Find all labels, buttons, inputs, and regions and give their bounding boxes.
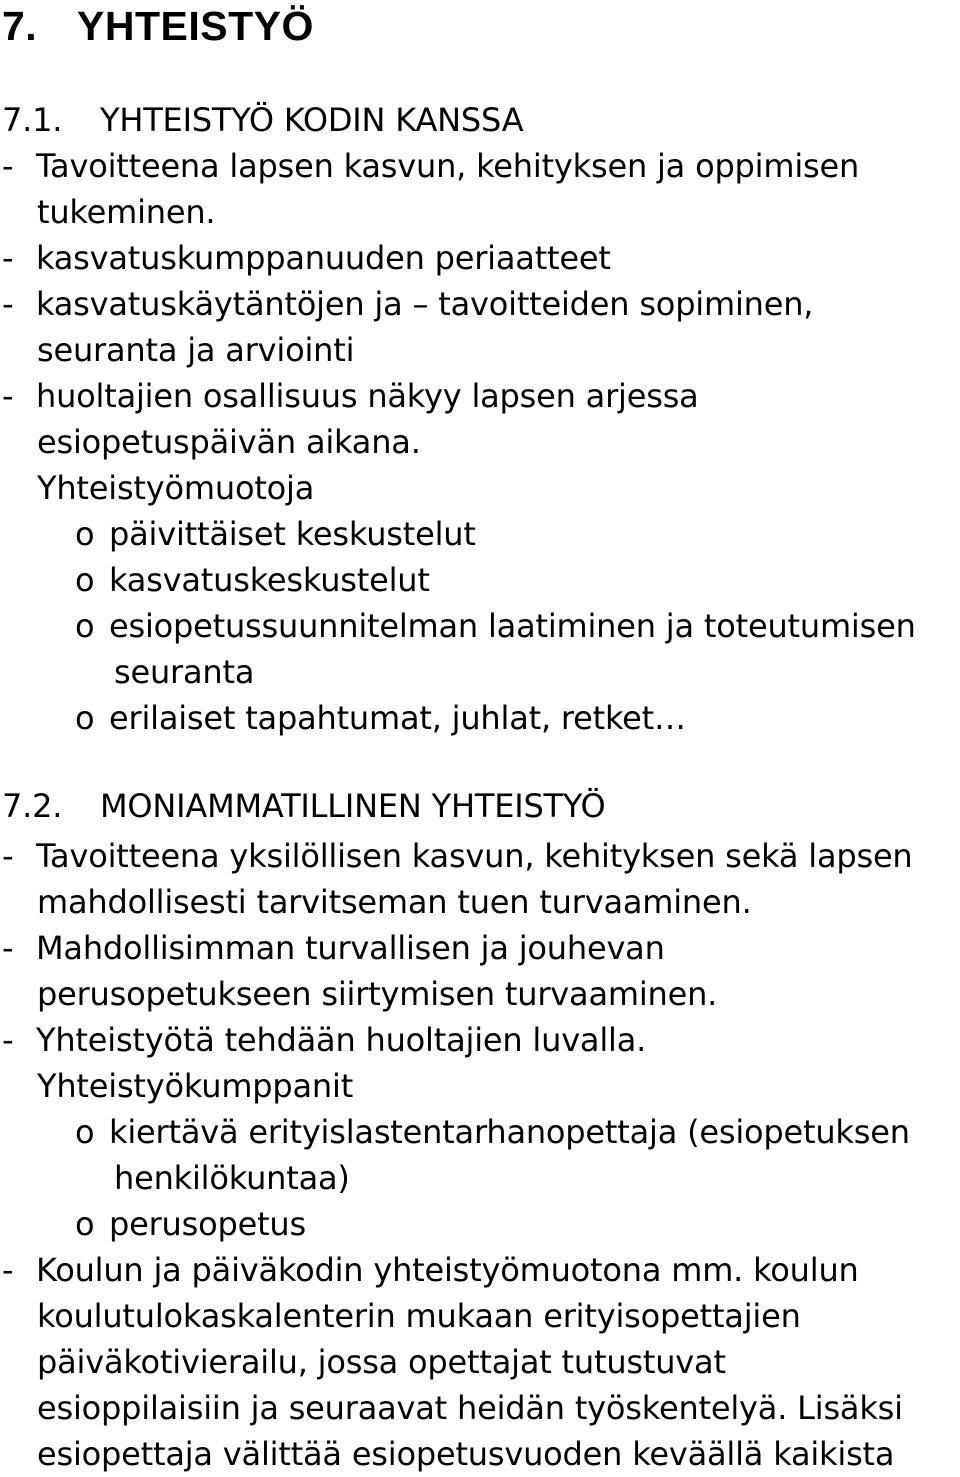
chapter-heading [2,0,314,52]
goal-line: Tavoitteena yksilöllisen kasvun, kehityksen sekä lapsen [36,837,913,875]
dash-marker: - [2,147,14,185]
bullet-text: esiopetussuunnitelman laatiminen ja toteutumisen [109,607,916,645]
bullet-continuation: henkilökuntaa) [114,1159,350,1197]
list-item-continuation: päiväkotivierailu, jossa opettajat tutustuvat [37,1343,726,1381]
list-item-continuation: seuranta ja arviointi [37,331,355,369]
list-item-continuation: esiopetuspäivän aikana. [37,423,421,461]
item-text: huoltajien osallisuus näkyy lapsen arjessa [36,377,699,415]
dash-marker: - [2,1021,14,1059]
section-title: MONIAMMATILLINEN YHTEISTYÖ [100,787,606,825]
bullet-text: päivittäiset keskustelut [109,515,476,553]
list-item-continuation: tukeminen. [37,193,216,231]
bullet-text: kasvatuskeskustelut [109,561,430,599]
bullet-marker: o [75,1113,95,1151]
dash-marker: - [2,239,14,277]
bullet-marker: o [75,699,95,737]
goal-line: Yhteistyötä tehdään huoltajien luvalla. [36,1021,647,1059]
dash-marker: - [2,929,14,967]
chapter-number: 7. [2,3,38,49]
dash-marker: - [2,1251,14,1289]
chapter-title: YHTEISTYÖ [77,3,314,49]
dash-marker: - [2,285,14,323]
partners-label: Yhteistyökumppanit [37,1067,354,1105]
bullet-marker: o [75,607,95,645]
item-text: kasvatuskumppanuuden periaatteet [36,239,611,277]
item-text: kasvatuskäytäntöjen ja – tavoitteiden sopiminen, [36,285,814,323]
school-line: Koulun ja päiväkodin yhteistyömuotona mm. koulun [36,1251,859,1289]
section-title: YHTEISTYÖ KODIN KANSSA [100,101,524,139]
dash-marker: - [2,837,14,875]
bullet-item [75,557,430,603]
bullet-marker: o [75,561,95,599]
bullet-marker: o [75,515,95,553]
bullet-item [75,603,916,649]
section-heading-7-1 [2,97,523,143]
list-item-continuation: esioppilaisiin ja seuraavat heidän työskentelyä. Lisäksi [37,1389,903,1427]
bullet-text: kiertävä erityislastentarhanopettaja (esiopetuksen [109,1113,910,1151]
forms-label: Yhteistyömuotoja [37,469,315,507]
list-item [2,373,699,419]
list-item-continuation: mahdollisesti tarvitseman tuen turvaaminen. [37,883,752,921]
section-heading-7-2 [2,783,606,829]
goal-line: Mahdollisimman turvallisen ja jouhevan [36,929,665,967]
bullet-item [75,511,476,557]
goal-line: Tavoitteena lapsen kasvun, kehityksen ja oppimisen [36,147,860,185]
list-item-continuation: koulutulokaskalenterin mukaan erityisopettajien [37,1297,801,1335]
list-item [2,925,665,971]
bullet-item [75,695,686,741]
bullet-item [75,1109,910,1155]
bullet-marker: o [75,1205,95,1243]
list-item-continuation: esiopettaja välittää esiopetusvuoden keväällä kaikista [37,1435,895,1473]
bullet-item [75,1201,306,1247]
list-item [2,143,859,189]
list-item [2,833,913,879]
list-item [2,281,813,327]
bullet-continuation: seuranta [114,653,255,691]
list-item [2,235,611,281]
section-number: 7.1. [2,101,63,139]
section-number: 7.2. [2,787,63,825]
dash-marker: - [2,377,14,415]
list-item [2,1017,646,1063]
list-item [2,1247,859,1293]
list-item-continuation: perusopetukseen siirtymisen turvaaminen. [37,975,718,1013]
bullet-text: erilaiset tapahtumat, juhlat, retket… [109,699,686,737]
bullet-text: perusopetus [109,1205,306,1243]
